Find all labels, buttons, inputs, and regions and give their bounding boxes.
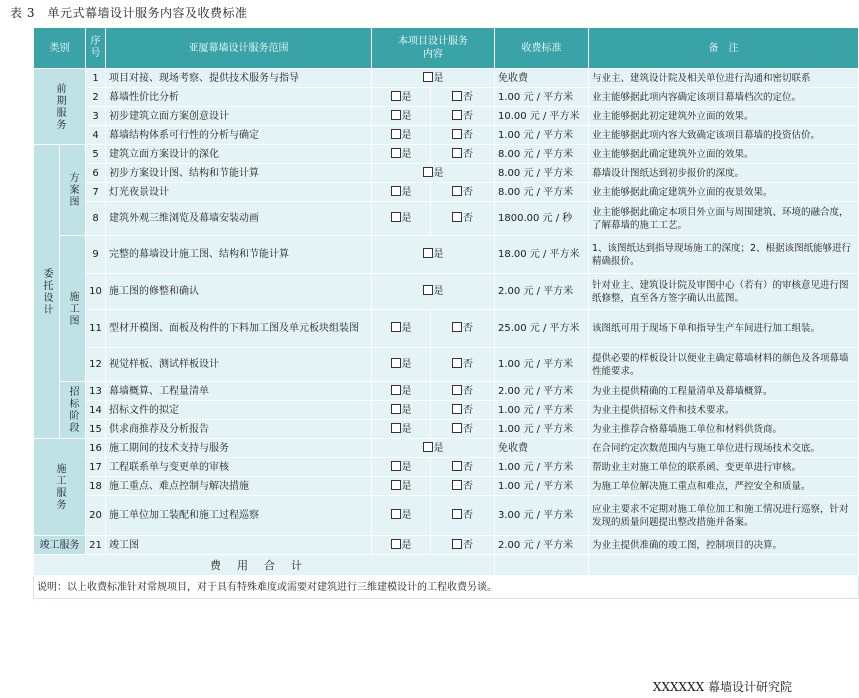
- checkbox-label: 否: [463, 359, 473, 370]
- checkbox[interactable]: [391, 539, 401, 549]
- header-remark: 备 注: [589, 28, 859, 69]
- fee-standard: 1.00 元 / 平方米: [495, 88, 589, 107]
- fee-standard: 2.00 元 / 平方米: [495, 382, 589, 401]
- included-yes[interactable]: [372, 348, 431, 382]
- included-no[interactable]: [431, 88, 495, 107]
- remark: 为业主提供精确的工程量清单及幕墙概算。: [589, 382, 859, 401]
- fee-standard: 1.00 元 / 平方米: [495, 348, 589, 382]
- checkbox[interactable]: [452, 404, 462, 414]
- row-number: 6: [86, 164, 106, 183]
- table-row: [34, 310, 859, 348]
- header-category: 类别: [34, 28, 86, 69]
- subcategory-construction-drawing-label: 施工图: [67, 290, 78, 327]
- included-yes[interactable]: [372, 126, 431, 145]
- included-yes[interactable]: [372, 202, 431, 236]
- subcategory-bidding: [60, 382, 86, 439]
- row-number: 1: [86, 69, 106, 88]
- row-number: 11: [86, 310, 106, 348]
- category-completion-label: 竣工服务: [39, 539, 80, 551]
- fee-standard: 1.00 元 / 平方米: [495, 458, 589, 477]
- checkbox[interactable]: [423, 72, 433, 82]
- checkbox[interactable]: [452, 212, 462, 222]
- checkbox-label: 是: [401, 110, 412, 122]
- service-scope: 竣工图: [106, 536, 372, 555]
- row-number: 2: [86, 88, 106, 107]
- row-number: 15: [86, 420, 106, 439]
- remark: 提供必要的样板设计以便业主确定幕墙材料的颜色及各项幕墙性能要求。: [589, 348, 859, 382]
- checkbox-label: 是: [401, 423, 412, 435]
- included-yes[interactable]: [372, 274, 495, 310]
- row-number: 9: [86, 236, 106, 274]
- included-no[interactable]: [431, 401, 495, 420]
- included-no[interactable]: [431, 107, 495, 126]
- row-number: 7: [86, 183, 106, 202]
- checkbox[interactable]: [391, 385, 401, 395]
- included-yes[interactable]: [372, 183, 431, 202]
- fee-standard: 18.00 元 / 平方米: [495, 236, 589, 274]
- checkbox[interactable]: [391, 358, 401, 368]
- included-no[interactable]: [431, 348, 495, 382]
- included-yes[interactable]: [372, 145, 431, 164]
- remark: 该图纸可用于现场下单和指导生产车间进行加工组装。: [589, 310, 859, 348]
- fee-standard: 3.00 元 / 平方米: [495, 496, 589, 536]
- service-scope: 幕墙结构体系可行性的分析与确定: [106, 126, 372, 145]
- table-row: [34, 401, 859, 420]
- checkbox-label: 否: [463, 91, 473, 103]
- table-row: [34, 439, 859, 458]
- included-yes[interactable]: [372, 382, 431, 401]
- table-row: [34, 274, 859, 310]
- fee-standard: 免收费: [495, 439, 589, 458]
- checkbox-label: 否: [463, 213, 473, 224]
- table-row: [34, 107, 859, 126]
- table-row: [34, 458, 859, 477]
- fee-standard: 8.00 元 / 平方米: [495, 145, 589, 164]
- checkbox[interactable]: [423, 285, 433, 295]
- checkbox-label: 是: [401, 385, 412, 397]
- row-number: 17: [86, 458, 106, 477]
- table-row: [34, 420, 859, 439]
- checkbox[interactable]: [452, 148, 462, 158]
- checkbox[interactable]: [452, 385, 462, 395]
- row-number: 20: [86, 496, 106, 536]
- category-commission-label: 委托设计: [41, 267, 52, 316]
- remark: 业主能够据此项内容确定该项目幕墙档次的定位。: [589, 88, 859, 107]
- checkbox-label: 是: [401, 480, 412, 492]
- checkbox-label: 是: [401, 148, 412, 160]
- checkbox-label: 否: [463, 539, 473, 551]
- fee-standard: 2.00 元 / 平方米: [495, 274, 589, 310]
- checkbox-label: 是: [433, 72, 444, 84]
- fee-standard: 2.00 元 / 平方米: [495, 536, 589, 555]
- checkbox[interactable]: [391, 91, 401, 101]
- included-yes[interactable]: [372, 107, 431, 126]
- row-number: 8: [86, 202, 106, 236]
- included-no[interactable]: [431, 382, 495, 401]
- remark: 在合同约定次数范围内与施工单位进行现场技术交底。: [589, 439, 859, 458]
- checkbox-label: 否: [463, 129, 473, 141]
- checkbox[interactable]: [452, 91, 462, 101]
- table-row: [34, 202, 859, 236]
- subcategory-construction-drawing: [60, 236, 86, 382]
- row-number: 3: [86, 107, 106, 126]
- checkbox-label: 是: [433, 442, 444, 454]
- table-row: [34, 145, 859, 164]
- checkbox-label: 否: [463, 423, 473, 435]
- fee-standard: 1800.00 元 / 秒: [495, 202, 589, 236]
- checkbox-label: 是: [401, 539, 412, 551]
- service-scope: 灯光夜景设计: [106, 183, 372, 202]
- checkbox[interactable]: [452, 358, 462, 368]
- checkbox[interactable]: [452, 186, 462, 196]
- service-scope: 幕墙概算、工程量清单: [106, 382, 372, 401]
- subcategory-scheme-label: 方案图: [67, 172, 78, 208]
- included-no[interactable]: [431, 477, 495, 496]
- checkbox-label: 否: [463, 148, 473, 160]
- checkbox[interactable]: [391, 186, 401, 196]
- row-number: 14: [86, 401, 106, 420]
- remark: 为业主提供招标文件和技术要求。: [589, 401, 859, 420]
- header-seq: 序号: [86, 28, 106, 69]
- service-scope: 视觉样板、测试样板设计: [106, 348, 372, 382]
- checkbox[interactable]: [391, 509, 401, 519]
- checkbox[interactable]: [391, 322, 401, 332]
- remark: 为业主推荐合格幕墙施工单位和材料供货商。: [589, 420, 859, 439]
- checkbox-label: 是: [401, 510, 412, 521]
- checkbox-label: 是: [433, 167, 444, 179]
- checkbox[interactable]: [391, 110, 401, 120]
- service-scope: 施工单位加工装配和施工过程巡察: [106, 496, 372, 536]
- row-number: 10: [86, 274, 106, 310]
- table-row: [34, 477, 859, 496]
- checkbox-label: 否: [463, 461, 473, 473]
- included-yes[interactable]: [372, 164, 495, 183]
- checkbox[interactable]: [391, 212, 401, 222]
- service-scope: 施工期间的技术支持与服务: [106, 439, 372, 458]
- remark: 业主能够据此初定建筑外立面的效果。: [589, 107, 859, 126]
- checkbox-label: 是: [401, 461, 412, 473]
- included-yes[interactable]: [372, 236, 495, 274]
- fee-standard: 1.00 元 / 平方米: [495, 126, 589, 145]
- category-commission: [34, 145, 60, 439]
- included-yes[interactable]: [372, 310, 431, 348]
- included-no[interactable]: [431, 126, 495, 145]
- header-fee: 收费标准: [495, 28, 589, 69]
- total-label: 费用合计: [34, 555, 495, 576]
- included-no[interactable]: [431, 310, 495, 348]
- service-scope: 工程联系单与变更单的审核: [106, 458, 372, 477]
- service-scope: 供求商推荐及分析报告: [106, 420, 372, 439]
- checkbox-label: 否: [463, 323, 473, 334]
- included-yes[interactable]: [372, 477, 431, 496]
- included-yes[interactable]: [372, 458, 431, 477]
- checkbox[interactable]: [423, 442, 433, 452]
- remark: 为业主提供准确的竣工图，控制项目的决算。: [589, 536, 859, 555]
- header-included: 本项目设计服务内容: [372, 28, 495, 69]
- service-scope: 完整的幕墙设计施工图、结构和节能计算: [106, 236, 372, 274]
- checkbox[interactable]: [423, 248, 433, 258]
- service-scope: 施工重点、难点控制与解决措施: [106, 477, 372, 496]
- checkbox[interactable]: [452, 423, 462, 433]
- included-no[interactable]: [431, 496, 495, 536]
- included-yes[interactable]: [372, 536, 431, 555]
- checkbox[interactable]: [452, 129, 462, 139]
- included-no[interactable]: [431, 536, 495, 555]
- checkbox-label: 否: [463, 480, 473, 492]
- included-yes[interactable]: [372, 439, 495, 458]
- included-no[interactable]: [431, 183, 495, 202]
- table-row: [34, 164, 859, 183]
- row-number: 4: [86, 126, 106, 145]
- checkbox[interactable]: [452, 322, 462, 332]
- row-number: 12: [86, 348, 106, 382]
- service-scope: 初步方案设计图、结构和节能计算: [106, 164, 372, 183]
- checkbox-label: 否: [463, 110, 473, 122]
- checkbox[interactable]: [423, 167, 433, 177]
- table-row: [34, 496, 859, 536]
- service-scope: 型材开模图、面板及构件的下料加工图及单元板块组装图: [106, 310, 372, 348]
- checkbox[interactable]: [452, 539, 462, 549]
- footnote-row: [34, 576, 859, 599]
- service-scope: 幕墙性价比分析: [106, 88, 372, 107]
- included-no[interactable]: [431, 458, 495, 477]
- fee-standard: 1.00 元 / 平方米: [495, 477, 589, 496]
- row-number: 13: [86, 382, 106, 401]
- category-early: [34, 69, 86, 145]
- included-yes[interactable]: [372, 420, 431, 439]
- table-row: [34, 382, 859, 401]
- checkbox-label: 否: [463, 404, 473, 416]
- remark: 针对业主、建筑设计院及审图中心（若有）的审核意见进行图纸修整，直至各方签字确认出蓝图。: [589, 274, 859, 310]
- checkbox[interactable]: [452, 509, 462, 519]
- service-scope: 建筑外观三维浏览及幕墙安装动画: [106, 202, 372, 236]
- checkbox-label: 是: [401, 91, 412, 103]
- checkbox[interactable]: [452, 461, 462, 471]
- remark: 业主能够据此确定建筑外立面的效果。: [589, 145, 859, 164]
- remark: 为施工单位解决施工重点和难点，严控安全和质量。: [589, 477, 859, 496]
- fee-standard: 10.00 元 / 平方米: [495, 107, 589, 126]
- total-fee: [495, 555, 589, 576]
- category-completion: [34, 536, 86, 555]
- subcategory-bidding-label: 招标阶段: [67, 386, 78, 434]
- fee-standard: 8.00 元 / 平方米: [495, 164, 589, 183]
- header-scope: 亚厦幕墙设计服务范围: [106, 28, 372, 69]
- checkbox-label: 是: [401, 213, 412, 224]
- checkbox-label: 是: [401, 323, 412, 334]
- total-row: [34, 555, 859, 576]
- checkbox-label: 否: [463, 385, 473, 397]
- table-caption: 表 3 单元式幕墙设计服务内容及收费标准: [10, 6, 248, 20]
- checkbox-label: 是: [433, 249, 444, 260]
- checkbox[interactable]: [452, 480, 462, 490]
- table-row: [34, 236, 859, 274]
- remark: 业主能够据此确定建筑外立面的夜景效果。: [589, 183, 859, 202]
- checkbox[interactable]: [391, 148, 401, 158]
- remark: 幕墙设计图纸达到初步报价的深度。: [589, 164, 859, 183]
- row-number: 5: [86, 145, 106, 164]
- fee-table: [33, 27, 859, 599]
- included-yes[interactable]: [372, 496, 431, 536]
- checkbox[interactable]: [452, 110, 462, 120]
- remark: 业主能够据此确定本项目外立面与周围建筑、环境的融合度，了解幕墙的施工工艺。: [589, 202, 859, 236]
- checkbox[interactable]: [391, 461, 401, 471]
- service-scope: 施工图的修整和确认: [106, 274, 372, 310]
- checkbox-label: 是: [401, 186, 412, 198]
- table-row: [34, 88, 859, 107]
- total-remark: [589, 555, 859, 576]
- remark: 帮助业主对施工单位的联系函、变更单进行审核。: [589, 458, 859, 477]
- row-number: 21: [86, 536, 106, 555]
- checkbox[interactable]: [391, 404, 401, 414]
- included-yes[interactable]: [372, 401, 431, 420]
- table-row: [34, 69, 859, 88]
- service-scope: 招标文件的拟定: [106, 401, 372, 420]
- included-no[interactable]: [431, 420, 495, 439]
- included-no[interactable]: [431, 145, 495, 164]
- checkbox-label: 是: [433, 286, 444, 297]
- checkbox[interactable]: [391, 423, 401, 433]
- organization-name: XXXXXX 幕墙设计研究院: [652, 680, 792, 694]
- fee-standard: 8.00 元 / 平方米: [495, 183, 589, 202]
- checkbox-label: 是: [401, 404, 412, 416]
- service-scope: 项目对接、现场考察、提供技术服务与指导: [106, 69, 372, 88]
- row-number: 18: [86, 477, 106, 496]
- service-scope: 初步建筑立面方案创意设计: [106, 107, 372, 126]
- fee-standard: 25.00 元 / 平方米: [495, 310, 589, 348]
- category-early-label: 前期服务: [54, 82, 65, 131]
- table-row: [34, 183, 859, 202]
- included-yes[interactable]: [372, 88, 431, 107]
- footnote: 说明：以上收费标准针对常规项目，对于具有特殊难度或需要对建筑进行三维建模设计的工程收费另谈。: [34, 576, 859, 599]
- category-construction-service: [34, 439, 86, 536]
- checkbox-label: 是: [401, 129, 412, 141]
- row-number: 16: [86, 439, 106, 458]
- remark: 与业主、建筑设计院及相关单位进行沟通和密切联系: [589, 69, 859, 88]
- remark: 业主能够据此项内容大致确定该项目幕墙的投资估价。: [589, 126, 859, 145]
- table-row: [34, 536, 859, 555]
- included-yes[interactable]: [372, 69, 495, 88]
- remark: 1、该图纸达到指导现场施工的深度；2、根据该图纸能够进行精确报价。: [589, 236, 859, 274]
- header-row: [34, 28, 859, 69]
- table-row: [34, 348, 859, 382]
- checkbox[interactable]: [391, 129, 401, 139]
- service-scope: 建筑立面方案设计的深化: [106, 145, 372, 164]
- checkbox-label: 否: [463, 510, 473, 521]
- included-no[interactable]: [431, 202, 495, 236]
- checkbox-label: 否: [463, 186, 473, 198]
- table-row: [34, 126, 859, 145]
- fee-standard: 1.00 元 / 平方米: [495, 420, 589, 439]
- remark: 应业主要求不定期对施工单位加工和施工情况进行巡察，针对发现的质量问题提出整改措施并备案。: [589, 496, 859, 536]
- checkbox[interactable]: [391, 480, 401, 490]
- fee-standard: 免收费: [495, 69, 589, 88]
- checkbox-label: 是: [401, 359, 412, 370]
- category-construction-service-label: 施工服务: [54, 463, 65, 511]
- subcategory-scheme: [60, 145, 86, 236]
- fee-standard: 1.00 元 / 平方米: [495, 401, 589, 420]
